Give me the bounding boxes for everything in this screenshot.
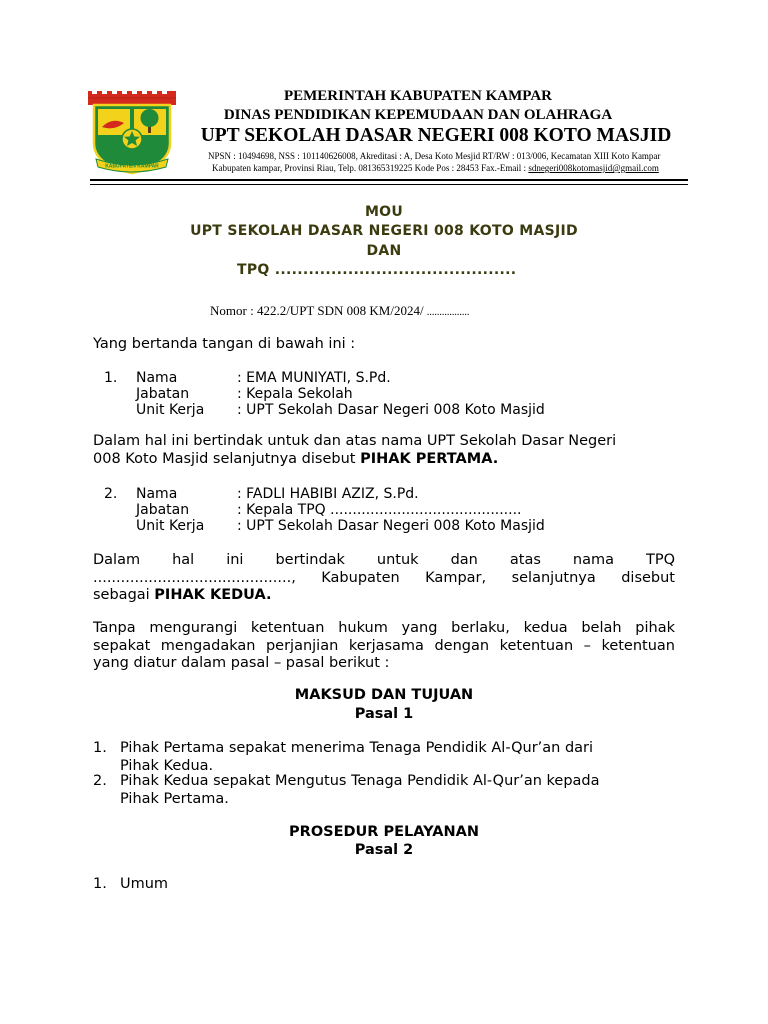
party1-number: 1. (104, 370, 118, 386)
number-dots: ................. (426, 307, 470, 318)
party1-statement-line1: Dalam hal ini bertindak untuk dan atas nama UPT Sekolah Dasar Negeri (93, 433, 617, 449)
section1-item2-line1: Pihak Kedua sepakat Mengutus Tenaga Pendidik Al-Qur’an kepada (120, 773, 600, 789)
intro-text: Yang bertanda tangan di bawah ini : (93, 336, 356, 352)
party2-value-unit: : UPT Sekolah Dasar Negeri 008 Koto Masjid (237, 518, 545, 534)
number-text: Nomor : 422.2/UPT SDN 008 KM/2024/ (210, 303, 427, 318)
section1-item1-number: 1. (93, 740, 107, 756)
party1-statement-line2 (93, 451, 675, 469)
party2-statement-line1: Dalam hal ini bertindak untuk dan atas nama TPQ (93, 552, 675, 568)
section2-item1: Umum (120, 876, 169, 892)
party2-label-position: Jabatan (136, 502, 190, 518)
party1-value-position: : Kepala Sekolah (237, 386, 353, 402)
section1-item1 (120, 740, 680, 775)
letterhead-rule-thick (90, 179, 688, 181)
section1-item1-line2: Pihak Kedua. (120, 757, 214, 774)
doc-title-school: UPT SEKOLAH DASAR NEGERI 008 KOTO MASJID (190, 223, 578, 239)
party1-statement-text: 008 Koto Masjid selanjutnya disebut (93, 450, 361, 467)
email-link[interactable]: sdnegeri008kotomasjid@gmail.com (528, 163, 659, 173)
svg-text:KABUPATEN KAMPAR: KABUPATEN KAMPAR (105, 163, 159, 170)
party2-designation: PIHAK KEDUA. (154, 587, 272, 603)
party1-statement (93, 433, 675, 468)
letterhead-rule-thin (90, 184, 688, 185)
party1-label-position: Jabatan (136, 386, 190, 402)
section1-item2-line2: Pihak Pertama. (120, 790, 229, 807)
section1-item2-number: 2. (93, 773, 107, 789)
party1-designation: PIHAK PERTAMA. (360, 450, 499, 467)
party1-value-unit: : UPT Sekolah Dasar Negeri 008 Koto Masjid (237, 402, 545, 418)
preamble-line1: Tanpa mengurangi ketentuan hukum yang berlaku, kedua belah pihak (93, 620, 675, 636)
party2-statement (93, 552, 675, 605)
letterhead-government: PEMERINTAH KABUPATEN KAMPAR (283, 88, 553, 104)
party2-number: 2. (104, 486, 118, 502)
party1-value-name: : EMA MUNIYATI, S.Pd. (237, 370, 391, 386)
doc-title-tpq: TPQ ........................................... (237, 262, 517, 278)
party2-value-position: : Kepala TPQ ........................................... (237, 502, 522, 518)
letterhead-school-name: UPT SEKOLAH DASAR NEGERI 008 KOTO MASJID (200, 125, 672, 146)
preamble-line2: sepakat mengadakan perjanjian kerjasama dengan ketentuan – ketentuan (93, 637, 675, 654)
section1-pasal: Pasal 1 (354, 706, 414, 722)
agreement-preamble (93, 620, 675, 673)
letterhead-identity: NPSN : 10494698, NSS : 101140626008, Akreditasi : A, Desa Koto Mesjid RT/RW : 013/006, Kecamatan XIII Koto Kampar (208, 151, 661, 161)
document-number (210, 303, 469, 319)
party2-label-name: Nama (136, 486, 178, 502)
section1-item1-line1: Pihak Pertama sepakat menerima Tenaga Pendidik Al-Qur’an dari (120, 740, 594, 756)
party2-label-unit: Unit Kerja (136, 518, 205, 534)
party2-value-name: : FADLI HABIBI AZIZ, S.Pd. (237, 486, 419, 502)
doc-title-mou: MOU (364, 204, 404, 220)
party1-label-unit: Unit Kerja (136, 402, 205, 418)
contact-text: Kabupaten kampar, Provinsi Riau, Telp. 081365319225 Kode Pos : 28453 Fax.-Email : (212, 163, 529, 173)
preamble-line3: yang diatur dalam pasal – pasal berikut : (93, 655, 390, 671)
section2-pasal: Pasal 2 (354, 842, 414, 858)
party2-statement-text: sebagai (93, 587, 155, 603)
letterhead-contact (212, 163, 682, 173)
party2-statement-line3 (93, 587, 675, 605)
section1-heading: MAKSUD DAN TUJUAN (294, 687, 474, 703)
party2-statement-line2: ..........................................., Kabupaten Kampar, selanjutnya disebut (93, 569, 675, 586)
section2-item1-number: 1. (93, 876, 107, 892)
section2-heading: PROSEDUR PELAYANAN (289, 824, 479, 840)
section1-item2 (120, 773, 680, 808)
doc-title-and: DAN (366, 243, 402, 259)
letterhead-department: DINAS PENDIDIKAN KEPEMUDAAN DAN OLAHRAGA (223, 107, 613, 123)
party1-label-name: Nama (136, 370, 178, 386)
